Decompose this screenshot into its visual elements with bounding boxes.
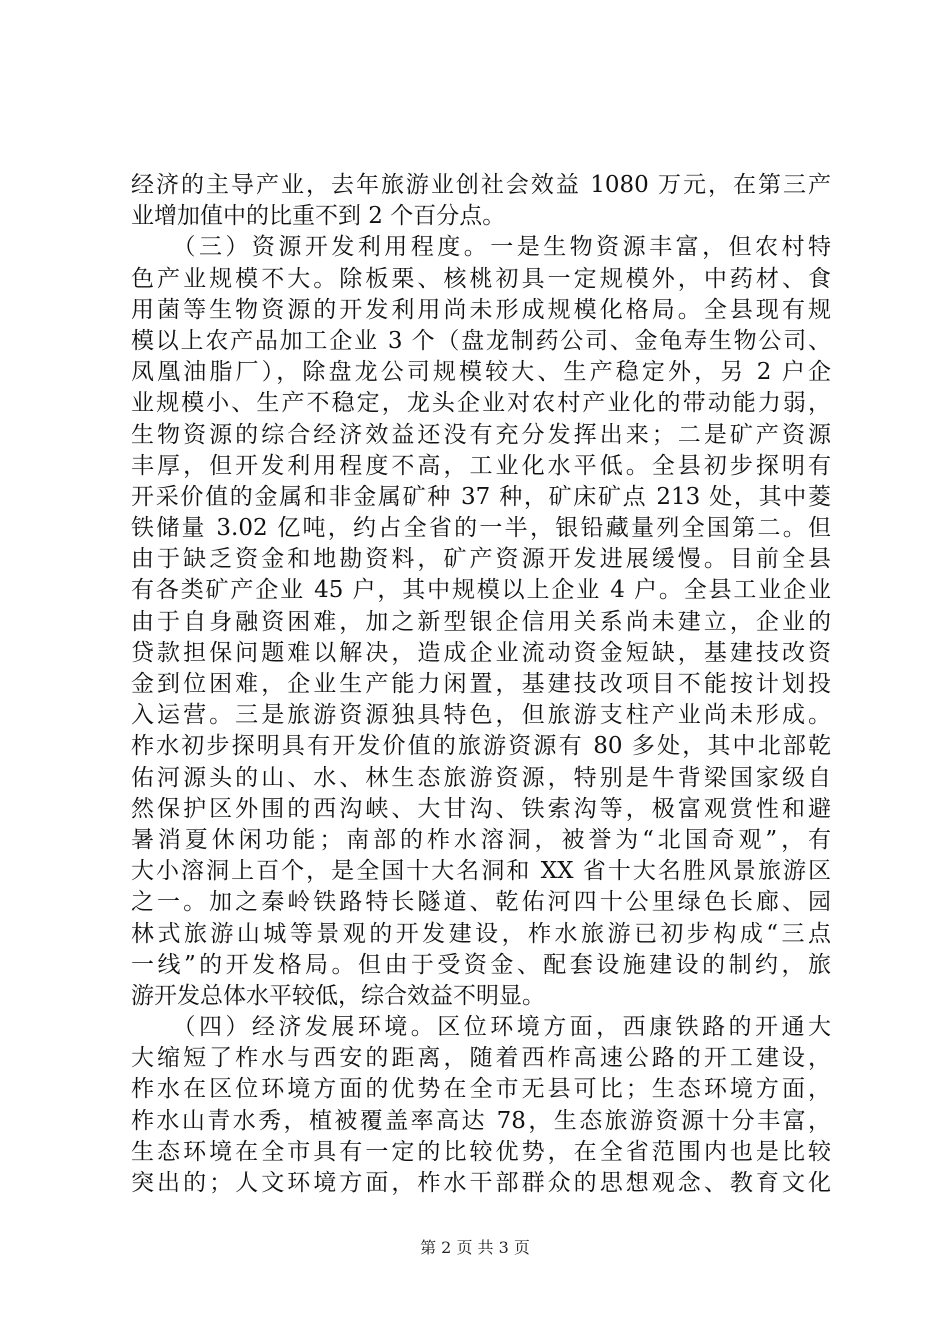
text-line: 业规模小、生产不稳定，龙头企业对农村产业化的带动能力弱， xyxy=(131,390,831,417)
text-line: 大缩短了柞水与西安的距离，随着西柞高速公路的开工建设， xyxy=(131,1045,831,1072)
text-line: 柞水在区位环境方面的优势在全市无县可比；生态环境方面， xyxy=(131,1076,831,1103)
text-line: 之一。加之秦岭铁路特长隧道、乾佑河四十公里绿色长廊、园 xyxy=(131,889,831,916)
text-line: （三）资源开发利用程度。一是生物资源丰富，但农村特 xyxy=(131,234,831,261)
text-line: 柞水初步探明具有开发价值的旅游资源有 80 多处，其中北部乾 xyxy=(131,733,831,760)
text-line: 金到位困难，企业生产能力闲置，基建技改项目不能按计划投 xyxy=(131,671,831,697)
text-line: 生态环境在全市具有一定的比较优势，在全省范围内也是比较 xyxy=(131,1138,831,1165)
text-line: 模以上农产品加工企业 3 个（盘龙制药公司、金龟寿生物公司、 xyxy=(131,327,831,354)
text-line: 大小溶洞上百个，是全国十大名洞和 XX 省十大名胜风景旅游区 xyxy=(131,858,831,885)
text-line: 一线”的开发格局。但由于受资金、配套设施建设的制约，旅 xyxy=(131,951,831,978)
text-line: 生物资源的综合经济效益还没有充分发挥出来；二是矿产资源 xyxy=(131,421,831,448)
text-line: 色产业规模不大。除板栗、核桃初具一定规模外，中药材、食 xyxy=(131,265,831,292)
text-line: 凤凰油脂厂），除盘龙公司规模较大、生产稳定外，另 2 户企 xyxy=(131,359,831,386)
text-line: 业增加值中的比重不到 2 个百分点。 xyxy=(131,203,506,230)
text-line: 贷款担保问题难以解决，造成企业流动资金短缺，基建技改资 xyxy=(131,639,831,666)
text-line: 铁储量 3.02 亿吨，约占全省的一半，银铅藏量列全国第二。但 xyxy=(131,515,831,542)
text-line: 由于缺乏资金和地勘资料，矿产资源开发进展缓慢。目前全县 xyxy=(131,546,831,573)
body-text xyxy=(131,170,831,1199)
text-line: 然保护区外围的西沟峡、大甘沟、铁索沟等，极富观赏性和避 xyxy=(131,795,831,822)
text-line: 用菌等生物资源的开发利用尚未形成规模化格局。全县现有规 xyxy=(131,296,831,323)
text-line: 突出的；人文环境方面，柞水干部群众的思想观念、教育文化 xyxy=(131,1170,831,1196)
text-line: 游开发总体水平较低，综合效益不明显。 xyxy=(131,982,545,1009)
text-line: 开采价值的金属和非金属矿种 37 种，矿床矿点 213 处，其中菱 xyxy=(131,483,831,510)
text-line: 有各类矿产企业 45 户，其中规模以上企业 4 户。全县工业企业 xyxy=(131,577,831,604)
text-line: 入运营。三是旅游资源独具特色，但旅游支柱产业尚未形成。 xyxy=(131,702,831,729)
text-line: 佑河源头的山、水、林生态旅游资源，特别是牛背梁国家级自 xyxy=(131,764,831,791)
text-line: （四）经济发展环境。区位环境方面，西康铁路的开通大 xyxy=(131,1014,831,1041)
text-line: 柞水山青水秀，植被覆盖率高达 78，生态旅游资源十分丰富， xyxy=(131,1107,831,1134)
text-line: 暑消夏休闲功能；南部的柞水溶洞，被誉为“北国奇观”，有 xyxy=(131,826,831,853)
text-line: 林式旅游山城等景观的开发建设，柞水旅游已初步构成“三点 xyxy=(131,920,831,947)
text-line: 经济的主导产业，去年旅游业创社会效益 1080 万元，在第三产 xyxy=(131,172,831,198)
text-line: 丰厚，但开发利用程度不高，工业化水平低。全县初步探明有 xyxy=(131,452,831,479)
page-footer: 第 2 页 共 3 页 xyxy=(420,1238,530,1257)
text-line: 由于自身融资困难，加之新型银企信用关系尚未建立，企业的 xyxy=(131,608,831,635)
